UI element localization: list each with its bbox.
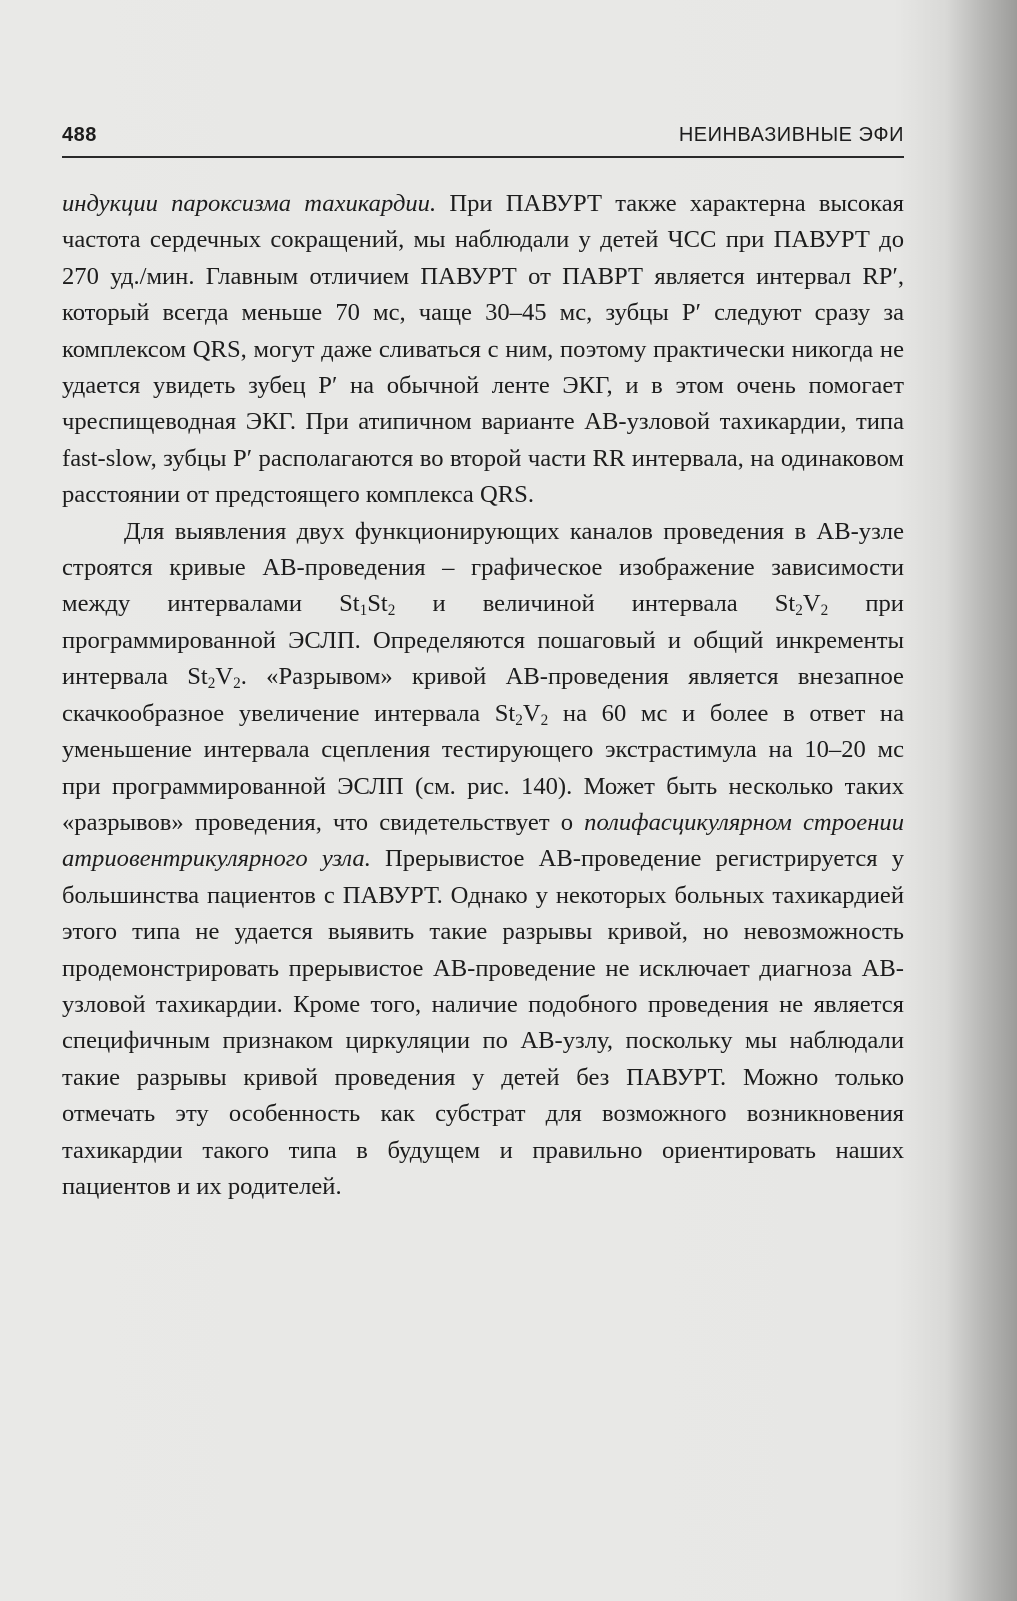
p2-text-1: Для выявления двух функционирующих каналов проведения в АВ-узле строятся кривые АВ-проведения – графическое изображение зависимости между интервалами St [62, 517, 904, 618]
p2-text-9: на 60 мс и более в ответ на уменьшение интервала сцепления тестирующего экстрастимула на 10–20 мс при программированной ЭСЛП (см. рис. 140). Может быть несколько таких «разрывов» проведения, что свидетельствует о [62, 699, 904, 836]
italic-lead: индукции пароксизма тахикардии. [62, 190, 437, 217]
p2-text-8: V [522, 699, 541, 727]
p2-text-6: V [215, 663, 234, 691]
p2-text-7: . «Разрывом» кривой АВ-проведения является внезапное скачкообразное увеличение интервала St [62, 663, 904, 727]
p2-text-10: Прерывистое АВ-проведение регистрируется у большинства пациентов с ПАВУРТ. Однако у некоторых больных тахикардией этого типа не удается выявить такие разрывы кривой, но невозможность продемонстрировать прерывистое АВ-проведение не исключает диагноза АВ-узловой тахикардии. Кроме того, наличие подобного проведения не является специфичным признаком циркуляции по АВ-узлу, поскольку мы наблюдали такие разрывы кривой проведения у детей без ПАВУРТ. Можно только отмечать эту особенность как субстрат для возможного возникновения тахикардии такого типа в будущем и правильно ориентировать наших пациентов и их родителей. [62, 845, 905, 1200]
p2-text-2: St [367, 590, 388, 618]
paragraph-1-text: При ПАВУРТ также характерна высокая частота сердечных сокращений, мы наблюдали у детей ЧСС при ПАВУРТ до 270 уд./мин. Главным отличием ПАВУРТ от ПАВРТ является интервал RP′, который всегда меньше 70 мс, чаще 30–45 мс, зубцы P′ следуют сразу за комплексом QRS, могут даже сливаться с ним, поэтому практически никогда не удается увидеть зубец P′ на обычной ленте ЭКГ, и в этом очень помогает чреспищеводная ЭКГ. При атипичном варианте АВ-узловой тахикардии, типа fast-slow, зубцы P′ располагаются во второй части RR интервала, на одинаковом расстоянии от предстоящего комплекса QRS. [62, 190, 904, 509]
page-number: 488 [62, 124, 97, 146]
subscript: 2 [795, 602, 803, 620]
page-header [62, 120, 904, 158]
p2-text-4: V [802, 590, 821, 618]
subscript: 2 [820, 602, 829, 620]
running-title: НЕИНВАЗИВНЫЕ ЭФИ [678, 124, 904, 146]
p2-text-3: и величиной интервала St [395, 590, 796, 618]
subscript: 1 [359, 602, 368, 620]
subscript: 2 [515, 711, 523, 729]
subscript: 2 [540, 711, 549, 729]
paragraph-2 [62, 514, 904, 1206]
body-text [62, 186, 904, 1205]
italic-phrase: полифасцикулярном строении атриовентрикулярного узла. [62, 808, 904, 873]
subscript: 2 [387, 602, 396, 620]
subscript: 2 [233, 675, 241, 693]
paragraph-1 [62, 186, 904, 514]
p2-text-5: при программированной ЭСЛП. Определяются пошаговый и общий инкременты интервала St [62, 590, 904, 691]
subscript: 2 [207, 675, 216, 693]
